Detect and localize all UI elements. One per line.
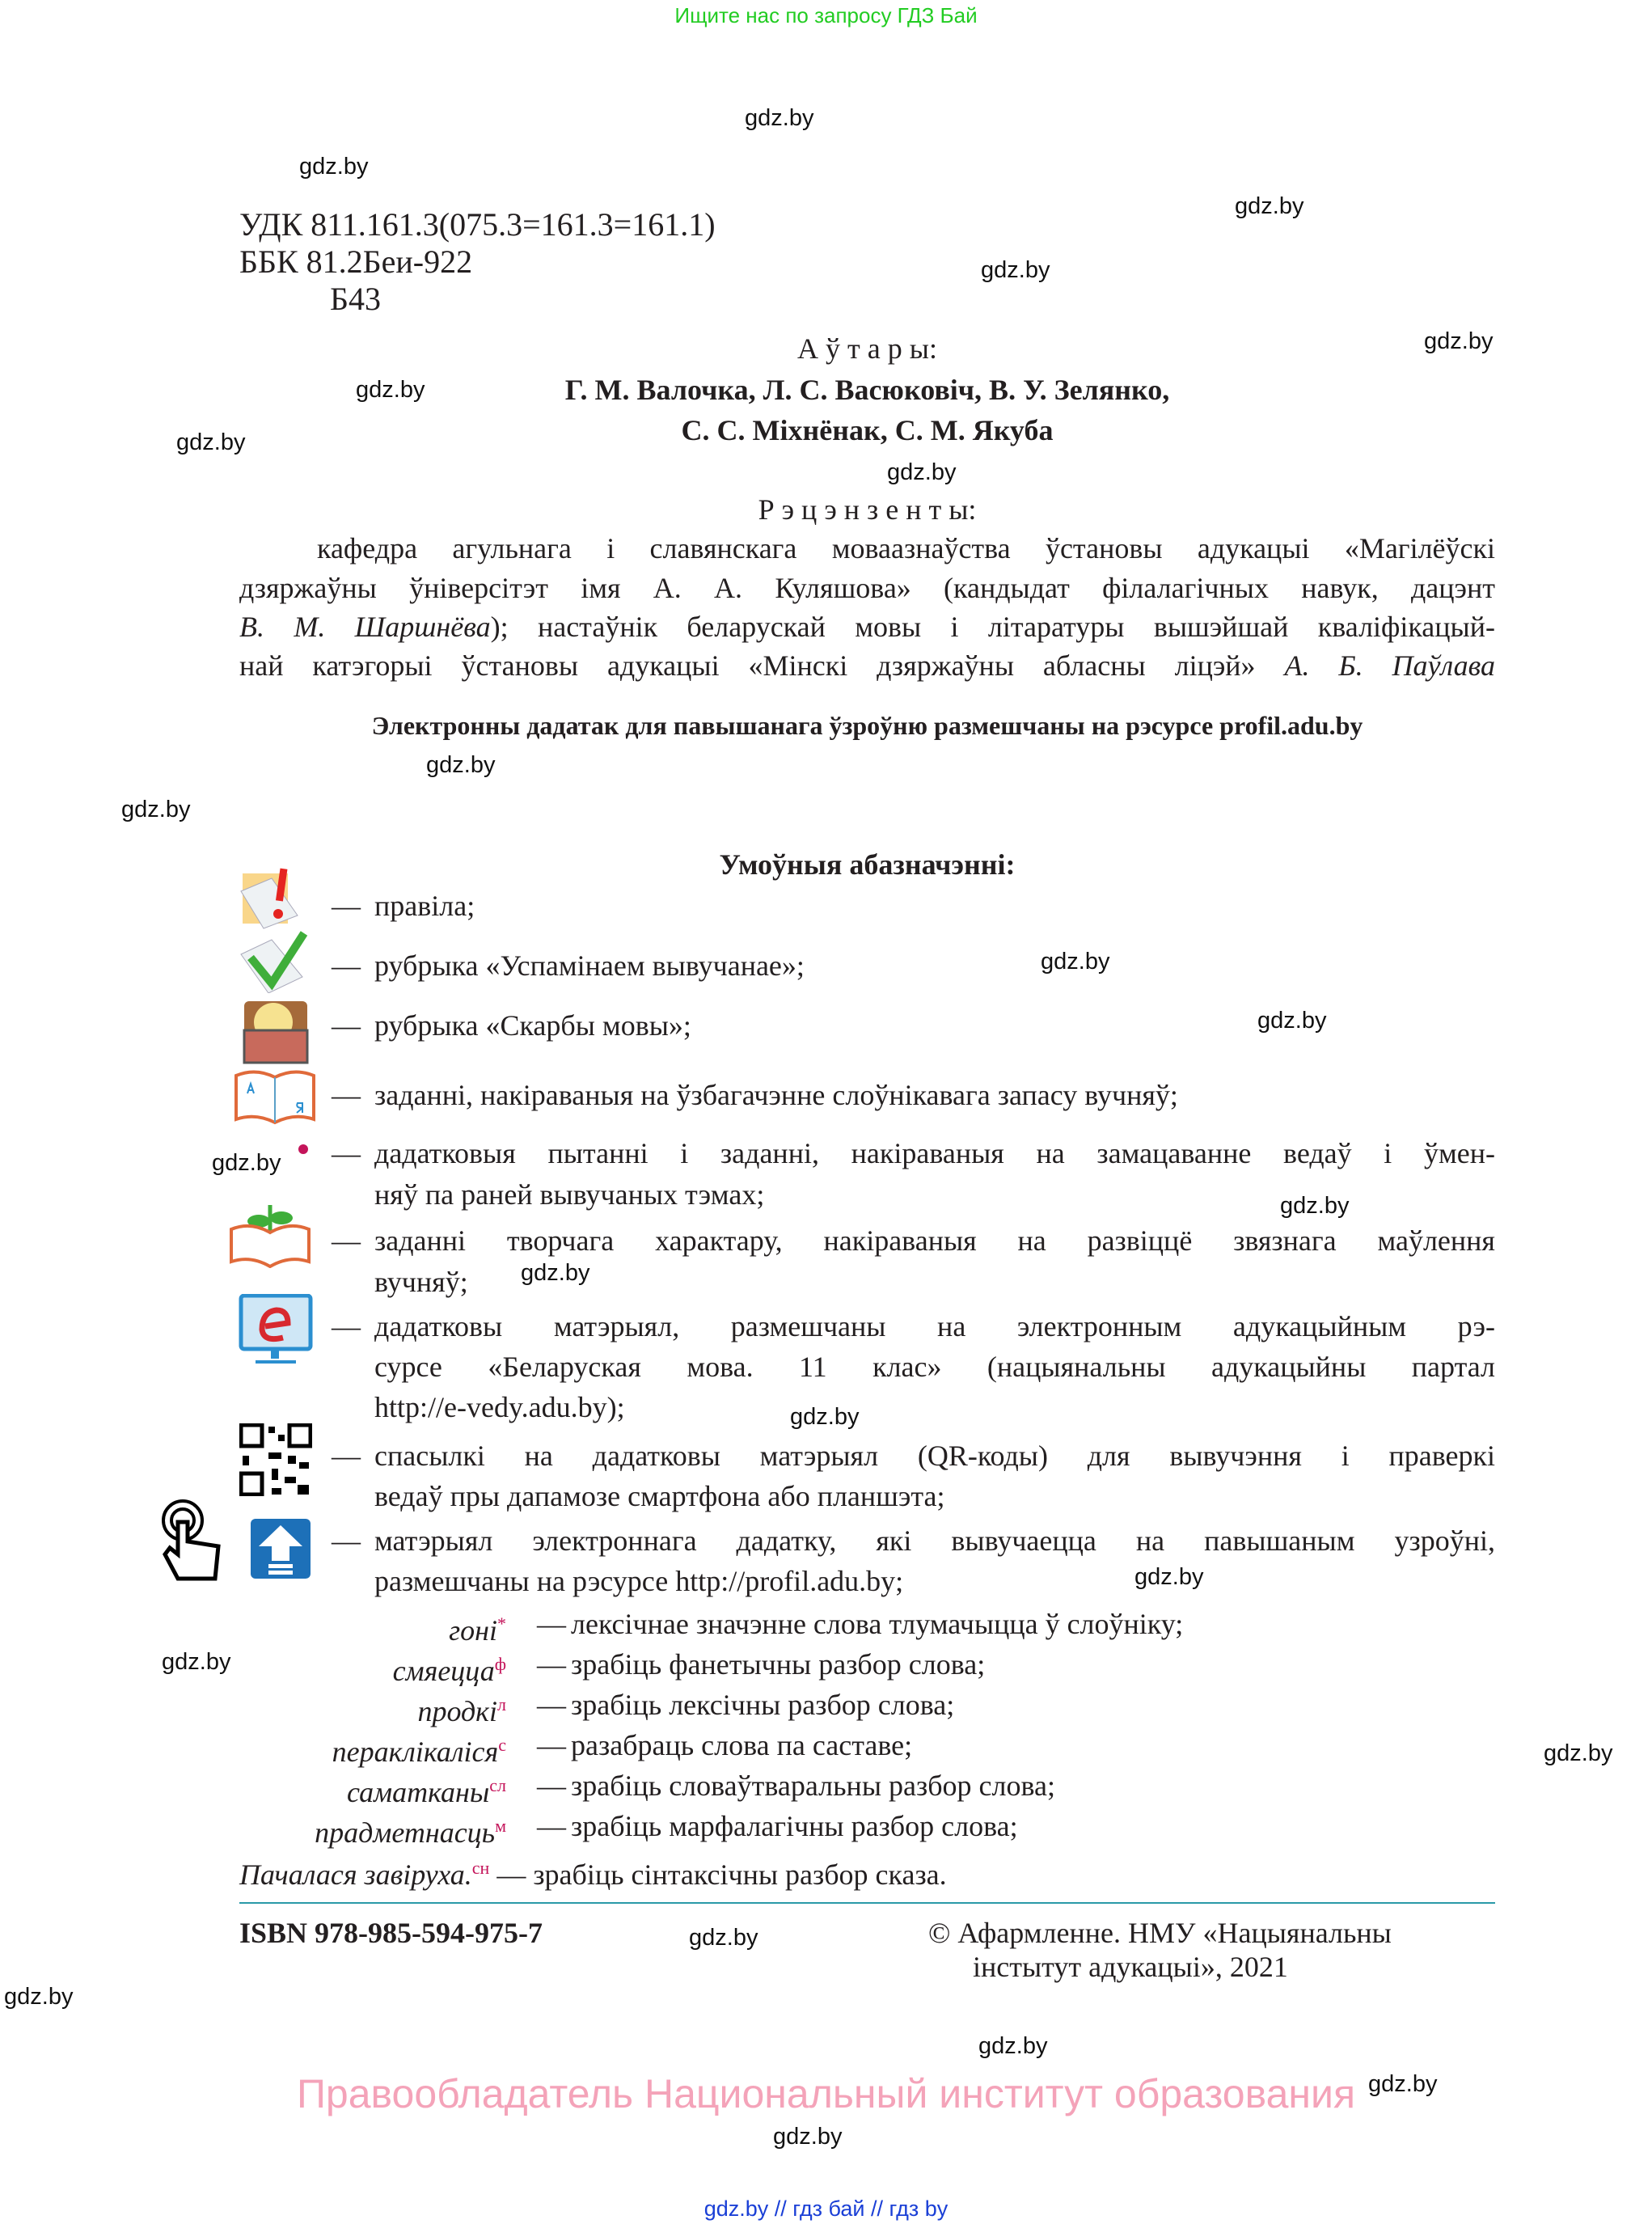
mark-row	[239, 1725, 1495, 1768]
watermark: gdz.by	[212, 1150, 281, 1176]
mark-superscript: *	[497, 1613, 506, 1634]
reviewers-text: най катэгорыі ўстановы адукацыі «Мінскі дзяржаўны абласны ліцэй»	[239, 649, 1285, 682]
legend-link-text: http://e-vedy.adu.by);	[374, 1391, 625, 1423]
legend-dash: —	[537, 1689, 566, 1721]
mark-description: зрабіць лексічны разбор слова;	[571, 1689, 955, 1721]
watermark: gdz.by	[426, 752, 496, 778]
mark-description: зрабіць фанетычны разбор слова;	[571, 1648, 986, 1681]
mark-row	[239, 1765, 1495, 1806]
legend-dash: —	[332, 1009, 361, 1042]
legend-dash: —	[332, 1137, 361, 1169]
legend-dash: —	[332, 890, 361, 922]
mark-description: разабраць слова па саставе;	[571, 1729, 913, 1761]
mark-description: лексічнае значэнне слова тлумачыцца ў слоўніку;	[571, 1608, 1184, 1640]
watermark: gdz.by	[299, 154, 369, 180]
watermark: gdz.by	[981, 257, 1050, 283]
copyright-line: інстытут адукацыі», 2021	[973, 1951, 1288, 1983]
qr-code-icon	[239, 1423, 312, 1496]
mark-superscript: сл	[489, 1775, 506, 1795]
mark-example-word: гоні	[449, 1614, 497, 1647]
reviewers-text-line: кафедра агульнага і славянскага моваазнаўства ўстановы адукацыі «Магілёўскі	[317, 532, 1495, 564]
legend-dash: —	[332, 1440, 361, 1472]
legend-item-text: няў па раней вывучаных тэмах;	[374, 1178, 765, 1211]
legend-item-text: заданні творчага характару, накіраваныя на развіццё звязнага маўлення	[374, 1224, 1495, 1257]
legend-dash: —	[332, 949, 361, 982]
udk-code: УДК 811.161.3(075.3=161.3=161.1)	[239, 206, 716, 243]
reviewers-heading: Р э ц э н з е н т ы:	[758, 493, 977, 526]
bottom-site-links[interactable]: gdz.by // гдз бай // гдз by	[703, 2197, 949, 2221]
watermark: gdz.by	[4, 1984, 74, 2010]
mark-example-word: саматканы	[347, 1776, 490, 1808]
mark-row	[239, 1848, 947, 1891]
legend-dash: —	[537, 1608, 566, 1640]
treasure-chest-icon	[239, 993, 312, 1066]
watermark: gdz.by	[1368, 2071, 1438, 2097]
legend-dash: —	[332, 1079, 361, 1111]
touch-hand-icon	[158, 1498, 225, 1587]
legend-item-text: дадатковы матэрыял, размешчаны на электронным адукацыйным рэ-	[374, 1310, 1495, 1342]
legend-item-text: правіла;	[374, 890, 475, 922]
reviewers-text: ); настаўнік беларускай мовы і літаратуры вышэйшай кваліфікацый-	[490, 611, 1495, 643]
rights-holder-notice: Правообладатель Национальный институт образования	[296, 2071, 1356, 2116]
mark-superscript: ф	[494, 1654, 506, 1674]
mark-description: зрабіць сінтаксічны разбор сказа.	[533, 1858, 947, 1891]
legend-item-text: заданні, накіраваныя на ўзбагачэнне слоўнікавага запасу вучняў;	[374, 1079, 1178, 1111]
watermark: gdz.by	[176, 429, 246, 455]
authors-line: С. С. Міхнёнак, С. М. Якуба	[681, 414, 1054, 446]
mark-row	[239, 1685, 1495, 1725]
mark-row	[239, 1604, 1495, 1647]
watermark: gdz.by	[887, 459, 957, 485]
mark-example-word: прадметнасць	[315, 1816, 496, 1849]
mark-description: зрабіць словаўтваральны разбор слова;	[571, 1769, 1055, 1802]
legend-dash: —	[537, 1810, 566, 1842]
mark-superscript: м	[495, 1816, 506, 1836]
mark-row	[239, 1644, 1495, 1685]
legend-dash: —	[537, 1769, 566, 1802]
legend-item-text: ведаў пры дапамозе смартфона або планшэта;	[374, 1480, 945, 1512]
mark-superscript: л	[497, 1694, 506, 1715]
reviewers-text-line	[239, 645, 1495, 686]
mark-example-word: Пачалася завіруха.	[239, 1858, 472, 1891]
divider-rule	[239, 1902, 1495, 1904]
legend-item-text: матэрыял электроннага дадатку, які вывучаецца на павышаным узроўні,	[374, 1524, 1495, 1557]
mark-example-word: пераклікаліся	[332, 1736, 499, 1768]
watermark: gdz.by	[1041, 949, 1110, 975]
legend-item-text: сурсе «Беларуская мова. 11 клас» (нацыянальны адукацыйны партал	[374, 1351, 1495, 1383]
upload-arrow-icon	[249, 1517, 312, 1580]
legend-item-text: рубрыка «Скарбы мовы»;	[374, 1009, 691, 1042]
mark-row	[239, 1806, 1495, 1849]
mark-superscript: сн	[471, 1858, 490, 1878]
book-sprout-icon	[228, 1197, 314, 1268]
legend-heading: Умоўныя абазначэнні:	[719, 848, 1016, 881]
watermark: gdz.by	[356, 377, 425, 403]
watermark: gdz.by	[1134, 1564, 1204, 1590]
watermark: gdz.by	[1235, 193, 1304, 219]
author-mark-code: Б43	[330, 281, 381, 317]
legend-item-text: дадатковыя пытанні і заданні, накіраваныя на замацаванне ведаў і ўмен-	[374, 1137, 1495, 1169]
copyright-line: © Афармленне. НМУ «Нацыянальны	[928, 1917, 1392, 1949]
legend-dash: —	[496, 1858, 526, 1891]
legend-item-text: вучняў;	[374, 1266, 468, 1298]
mark-description: зрабіць марфалагічны разбор слова;	[571, 1810, 1018, 1842]
watermark: gdz.by	[1544, 1740, 1613, 1766]
legend-item-text: размешчаны на рэсурсе http://profil.adu.by;	[374, 1565, 904, 1597]
watermark: gdz.by	[689, 1925, 758, 1951]
legend-dash: —	[537, 1648, 566, 1681]
checkmark-icon	[239, 930, 312, 993]
watermark: gdz.by	[790, 1404, 860, 1430]
watermark: gdz.by	[978, 2033, 1048, 2059]
legend-item-text: рубрыка «Успамінаем вывучанае»;	[374, 949, 805, 982]
red-dot-icon	[296, 1142, 311, 1156]
authors-heading: А ў т а р ы:	[797, 332, 937, 365]
legend-dash: —	[332, 1310, 361, 1342]
mark-example-word: смяецца	[392, 1655, 495, 1687]
legend-item-text: спасылкі на дадатковы матэрыял (QR-коды) для вывучэння і праверкі	[374, 1440, 1495, 1472]
watermark: gdz.by	[121, 797, 191, 822]
reviewers-text-line	[239, 607, 1495, 647]
legend-dash: —	[332, 1224, 361, 1257]
open-book-icon	[233, 1066, 317, 1127]
bbk-code: ББК 81.2Беи-922	[239, 243, 473, 280]
mark-example-word: продкі	[417, 1695, 498, 1727]
isbn: ISBN 978-985-594-975-7	[239, 1917, 543, 1949]
legend-dash: —	[537, 1729, 566, 1761]
rule-exclamation-icon	[239, 867, 312, 930]
watermark: gdz.by	[162, 1649, 231, 1675]
reviewer-name: В. М. Шаршнёва	[239, 611, 491, 643]
top-search-banner[interactable]: Ищите нас по запросу ГДЗ Бай	[674, 3, 978, 27]
e-monitor-icon	[238, 1294, 315, 1367]
watermark: gdz.by	[745, 105, 814, 131]
watermark: gdz.by	[773, 2124, 843, 2150]
reviewer-name: А. Б. Паўлава	[1284, 649, 1495, 682]
authors-line: Г. М. Валочка, Л. С. Васюковіч, В. У. Зелянко,	[564, 374, 1170, 406]
watermark: gdz.by	[1280, 1193, 1350, 1219]
reviewers-text-line: дзяржаўны ўніверсітэт імя А. А. Куляшова» (кандыдат філалагічных навук, дацэнт	[239, 572, 1495, 604]
electronic-supplement-note: Электронны дадатак для павышанага ўзроўню размешчаны на рэсурсе profil.adu.by	[371, 711, 1363, 740]
legend-dash: —	[332, 1524, 361, 1557]
watermark: gdz.by	[1257, 1008, 1327, 1034]
watermark: gdz.by	[1424, 328, 1494, 354]
mark-superscript: с	[498, 1735, 506, 1755]
watermark: gdz.by	[521, 1260, 590, 1286]
